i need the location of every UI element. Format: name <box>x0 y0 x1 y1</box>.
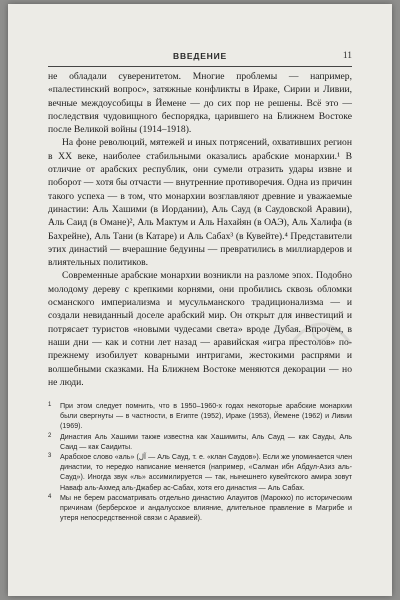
footnote-text: Арабское слово «аль» (آل — Аль Сауд, т. е. «клан Саудов»). Если же упоминается член династии, то нередко написание меняется (например, «Салман ибн Абдул-Азиз аль-Сауд»). Иногда звук «ль» ассимилируется — так, нынешнего кувейтского амира зовут Наваф аль-Ахмед аль-Джабер ас-Сабах, хотя его династия — Аль Сабах. <box>60 453 352 492</box>
page-header <box>48 51 352 65</box>
paragraph-3: Современные арабские монархии возникли на разломе эпох. Подобно молодому дереву с крепкими корнями, они пробились сквозь обломки османского империализма и мусульманского традиционализма — и создали невиданный доселе арабский мир. Он открыт для инвестиций и потрясает туристов «новыми чудесами света» вроде Дубая. Впрочем, в наши дни — как и сотни лет назад — аравийская «игра престолов» по-прежнему изобилует коварными интригами, жестокими распрями и волшебными сказками. На Ближнем Востоке меняются декорации — но не люди. <box>48 270 352 388</box>
footnote-number: 2 <box>48 432 52 439</box>
page-number: 11 <box>342 51 352 61</box>
footnote-number: 3 <box>48 453 52 460</box>
main-text <box>48 70 352 389</box>
footnote-number: 1 <box>48 402 52 408</box>
footnotes <box>48 401 352 523</box>
footnote-text: Мы не берем рассматривать отдельно династию Алауитов (Марокко) по историческим причинам (берберское и андалусское влияние, длительное правление в Магрибе и утеря непосредственной связи с Аравией). <box>60 493 352 523</box>
header-rule <box>48 66 352 67</box>
footnote-2 <box>48 432 352 452</box>
paragraph-2: На фоне революций, мятежей и иных потрясений, охвативших регион в XX веке, наиболее стабильными оказались арабские монархии.¹ В отличие от арабских республик, они сумели отразить удары извне и поборот — хотя бы отчасти — внутренние противоречия. Одна из причин такого успеха — в том, что монархии возглавляют древние и уважаемые династии: Аль Хашими (в Иордании), Аль Сауд (в Саудовской Аравии), Аль Саид (в Омане)², Аль Мактум и Аль Нахайян (в ОАЭ), Аль Халифа (в Бахрейне), Аль Тани (в Катаре) и Аль Сабах³ (в Кувейте).⁴ Представители этих династий — вчерашние бедуины — превратились в миллиардеров и влиятельных политиков. <box>48 137 352 269</box>
footnote-4 <box>48 493 352 524</box>
footnote-text: При этом следует помнить, что в 1950–1960-х годах некоторые арабские монархии были свергнуты — в частности, в Египте (1952), Ираке (1953), Йемене (1962) и Ливии (1969). <box>60 402 352 431</box>
footnote-1 <box>48 401 352 432</box>
footnote-number: 4 <box>48 493 52 500</box>
running-head: ВВЕДЕНИЕ <box>173 51 227 61</box>
footnote-text: Династия Аль Хашими также известна как Хашимиты, Аль Сауд — как Сауды, Аль Саид — как Саидиты. <box>60 432 352 451</box>
paragraph-1: не обладали суверенитетом. Многие проблемы — например, «палестинский вопрос», затяжные конфликты в Ираке, Сирии и Ливии, вечные междоусобицы в Йемене — до сих пор не решены. Всё это — последствия чудовищного беспорядка, царившего на Ближнем Востоке после Великой войны (1914–1918). <box>48 71 352 136</box>
book-page <box>8 4 392 596</box>
footnote-3 <box>48 452 352 493</box>
